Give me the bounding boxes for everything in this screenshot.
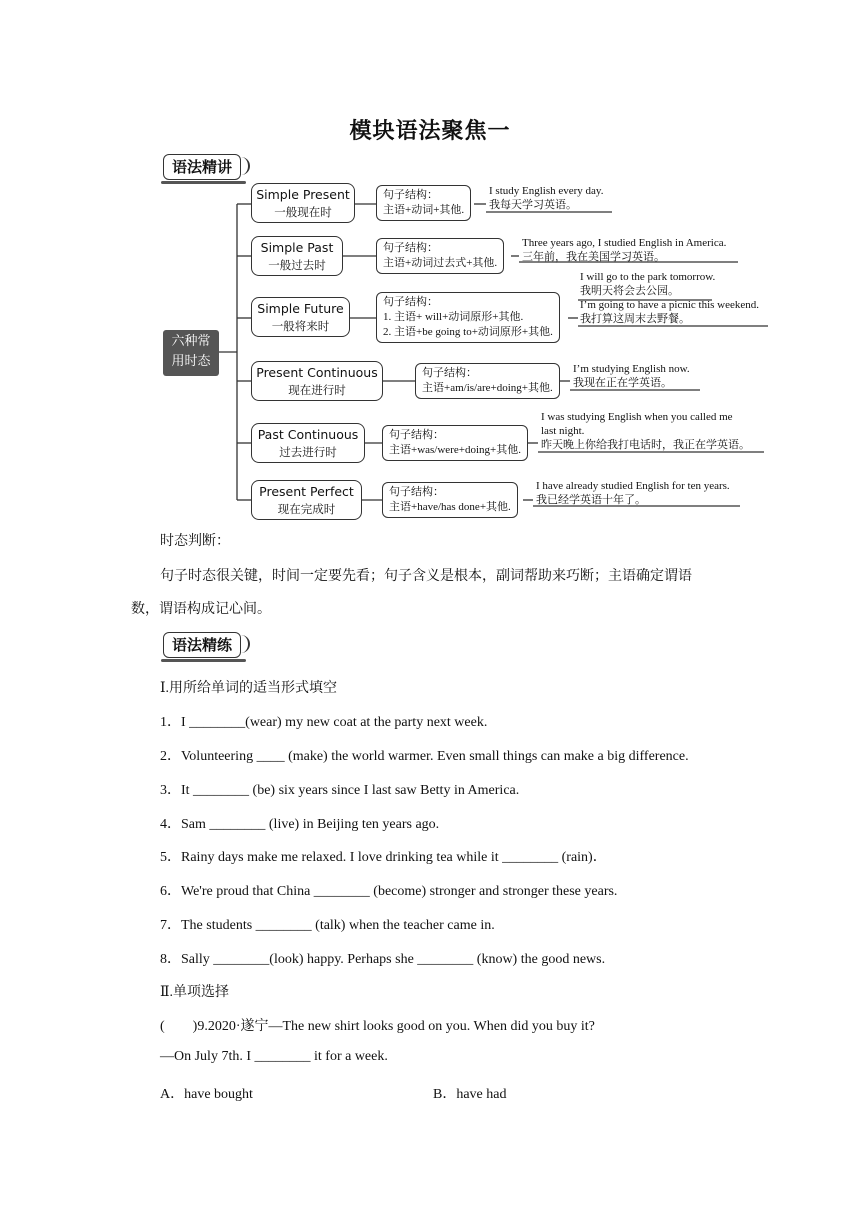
example-simple-past: [522, 236, 726, 264]
question-2: 2．Volunteering ____ (make) the world warmer. Even small things can make a big difference.: [160, 749, 689, 764]
example-zh: 昨天晚上你给我打电话时，我正在学英语。: [541, 439, 750, 451]
section-tag-label: 语法精讲: [172, 158, 233, 176]
structure-formula: 主语+动词过去式+其他.: [383, 257, 498, 269]
question-6: 6．We're proud that China ________ (become) stronger and stronger these years.: [160, 884, 618, 899]
section-tag-practice: [163, 632, 241, 658]
tense-name-en: Simple Past: [260, 240, 334, 255]
question-3: 3．It ________ (be) six years since I last saw Betty in America.: [160, 783, 520, 798]
structure-box-present-continuous: [415, 363, 560, 399]
example-en: Three years ago, I studied English in America.: [522, 237, 727, 249]
structure-heading: 句子结构：: [383, 189, 438, 201]
example-en-1: I will go to the park tomorrow.: [580, 271, 716, 283]
example-en-1: I was studying English when you called me: [541, 411, 733, 423]
structure-formula-1: 1. 主语+ will+动词原形+其他.: [383, 311, 524, 323]
tense-name-en: Simple Present: [256, 187, 350, 202]
tip-heading: 时态判断：: [160, 534, 230, 549]
example-zh: 三年前，我在美国学习英语。: [522, 251, 665, 263]
structure-formula: 主语+was/were+doing+其他.: [389, 444, 521, 456]
structure-box-past-continuous: [382, 425, 528, 461]
example-en: I have already studied English for ten years.: [536, 480, 730, 492]
example-past-continuous: [541, 410, 750, 452]
structure-formula: 主语+have/has done+其他.: [389, 501, 511, 513]
tense-name-en: Past Continuous: [257, 427, 359, 442]
tense-box-present-perfect: [251, 480, 362, 520]
page-title: 模块语法聚焦一: [349, 119, 511, 144]
structure-box-simple-present: [376, 185, 471, 221]
tag-underline-decoration: [161, 659, 246, 662]
option-a: A．have bought: [160, 1087, 253, 1102]
option-b: B．have had: [433, 1087, 507, 1102]
example-zh: 我每天学习英语。: [489, 199, 577, 211]
part1-heading: Ⅰ.用所给单词的适当形式填空: [160, 681, 338, 696]
structure-heading: 句子结构：: [389, 486, 444, 498]
tense-name-zh: 现在进行时: [288, 383, 346, 397]
example-zh: 我现在正在学英语。: [573, 377, 672, 389]
example-en-2: I’m going to have a picnic this weekend.: [580, 299, 760, 311]
structure-heading: 句子结构：: [383, 242, 438, 254]
example-simple-present: [489, 184, 603, 212]
structure-heading: 句子结构：: [383, 296, 438, 308]
mindmap-root: [163, 330, 219, 376]
tense-box-past-continuous: [251, 423, 365, 463]
question-5: 5．Rainy days make me relaxed. I love drinking tea while it ________ (rain)．: [160, 850, 607, 865]
question-9-stem: ( )9.2020·遂宁—The new shirt looks good on you. When did you buy it?: [160, 1019, 595, 1034]
tense-name-en: Present Perfect: [259, 484, 354, 499]
question-7: 7．The students ________ (talk) when the teacher came in.: [160, 918, 495, 933]
example-zh-2: 我打算这周末去野餐。: [580, 313, 690, 325]
structure-box-present-perfect: [382, 482, 518, 518]
tense-name-zh: 一般现在时: [274, 205, 332, 219]
example-en: I study English every day.: [489, 185, 604, 197]
tense-box-simple-future: [251, 297, 350, 337]
root-label-line1: 六种常: [171, 334, 211, 349]
tense-name-en: Present Continuous: [256, 365, 378, 380]
structure-heading: 句子结构：: [389, 429, 444, 441]
example-en-2: last night.: [541, 425, 585, 437]
question-1: 1．I ________(wear) my new coat at the party next week.: [160, 715, 488, 730]
root-label-line2: 用时态: [171, 354, 211, 369]
example-zh: 我已经学英语十年了。: [536, 494, 646, 506]
tense-name-zh: 一般过去时: [268, 258, 326, 272]
structure-box-simple-future: [376, 292, 560, 343]
tense-box-present-continuous: [251, 361, 383, 401]
tip-line-1: 句子时态很关键，时间一定要先看；句子含义是根本，副词帮助来巧断；主语确定谓语: [160, 569, 692, 584]
example-present-perfect: [536, 479, 730, 507]
example-zh-1: 我明天将会去公园。: [580, 285, 679, 297]
structure-formula: 主语+动词+其他.: [383, 204, 465, 216]
structure-formula: 主语+am/is/are+doing+其他.: [422, 382, 553, 394]
structure-box-simple-past: [376, 238, 504, 274]
question-4: 4．Sam ________ (live) in Beijing ten years ago.: [160, 817, 440, 832]
tense-name-zh: 一般将来时: [271, 319, 330, 333]
tense-name-zh: 过去进行时: [279, 445, 337, 459]
tense-name-zh: 现在完成时: [277, 502, 336, 516]
example-simple-future: [580, 270, 759, 326]
tense-box-simple-present: [251, 183, 355, 223]
structure-heading: 句子结构：: [422, 367, 477, 379]
example-en: I’m studying English now.: [573, 363, 690, 375]
tense-box-simple-past: [251, 236, 343, 276]
example-present-continuous: [573, 362, 690, 390]
structure-formula-2: 2. 主语+be going to+动词原形+其他.: [383, 326, 553, 338]
question-8: 8．Sally ________(look) happy. Perhaps she ________ (know) the good news.: [160, 952, 606, 967]
section-tag-label: 语法精练: [172, 636, 233, 654]
tip-line-2: 数，谓语构成记心间。: [131, 602, 271, 617]
part2-heading: Ⅱ.单项选择: [160, 985, 230, 1000]
question-9-line2: —On July 7th. I ________ it for a week.: [160, 1049, 388, 1064]
tense-name-en: Simple Future: [257, 301, 344, 316]
